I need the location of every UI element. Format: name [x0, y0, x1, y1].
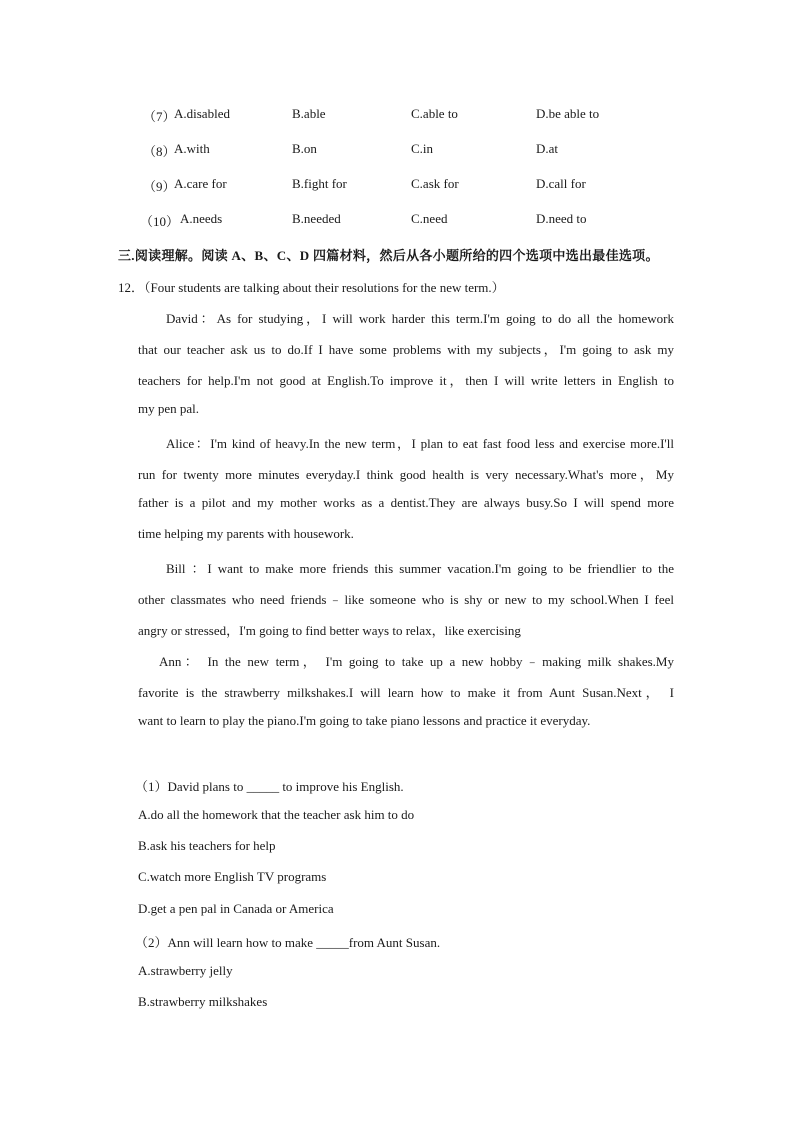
- passage-line: time helping my parents with housework.: [138, 526, 354, 541]
- passage-line: father is a pilot and my mother works as a dentist.They are always busy.So I will spend more: [138, 495, 674, 510]
- option-a: A.disabled: [174, 106, 230, 121]
- option-d: D.at: [536, 141, 559, 156]
- question-stem: （1）David plans to _____ to improve his English.: [135, 779, 404, 794]
- passage-line: angry or stressed，I'm going to find better ways to relax，like exercising: [138, 623, 521, 638]
- option-d: D.be able to: [536, 106, 600, 121]
- question-stem: （2）Ann will learn how to make _____from Aunt Susan.: [135, 935, 441, 950]
- passage-line: Bill ：I want to make more friends this summer vacation.I'm going to be friendlier to the: [166, 561, 674, 576]
- passage-line: run for twenty more minutes everyday.I think good health is very necessary.What's more，My: [138, 467, 674, 482]
- passage-line: other classmates who need friends﹣like someone who is shy or new to my school.When I feel: [138, 592, 674, 607]
- answer-option: B.ask his teachers for help: [138, 838, 276, 853]
- option-d: D.call for: [536, 176, 586, 191]
- option-c: C.in: [411, 141, 434, 156]
- passage-line: favorite is the strawberry milkshakes.I will learn how to make it from Aunt Susan.Next， I: [138, 685, 674, 700]
- option-b: B.on: [292, 141, 317, 156]
- answer-option: B.strawberry milkshakes: [138, 994, 268, 1009]
- question-intro: 12．（Four students are talking about their resolutions for the new term.）: [118, 280, 505, 295]
- option-a: A.care for: [174, 176, 227, 191]
- option-number: （9）: [143, 179, 176, 194]
- option-d: D.need to: [536, 211, 587, 226]
- option-a: A.with: [174, 141, 210, 156]
- passage-line: want to learn to play the piano.I'm going to take piano lessons and practice it everyday.: [138, 713, 591, 728]
- answer-option: A.do all the homework that the teacher ask him to do: [138, 807, 415, 822]
- option-number: （10）: [140, 214, 180, 229]
- passage-line: David：As for studying，I will work harder this term.I'm going to do all the homework: [166, 311, 674, 326]
- section-title: 三.阅读理解。阅读 A、B、C、D 四篇材料，然后从各小题所给的四个选项中选出最佳选项。: [118, 248, 659, 263]
- option-number: （7）: [143, 109, 176, 124]
- answer-option: D.get a pen pal in Canada or America: [138, 901, 334, 916]
- option-b: B.able: [292, 106, 326, 121]
- option-number: （8）: [143, 144, 176, 159]
- passage-line: teachers for help.I'm not good at English.To improve it，then I will write letters in English to: [138, 373, 674, 388]
- answer-option: C.watch more English TV programs: [138, 869, 327, 884]
- passage-line: Alice：I'm kind of heavy.In the new term，I plan to eat fast food less and exercise more.I'll: [166, 436, 674, 451]
- passage-line: Ann： In the new term， I'm going to take up a new hobby﹣making milk shakes.My: [159, 654, 674, 669]
- option-c: C.able to: [411, 106, 458, 121]
- passage-line: my pen pal.: [138, 401, 200, 416]
- option-b: B.needed: [292, 211, 341, 226]
- option-a: A.needs: [180, 211, 223, 226]
- answer-option: A.strawberry jelly: [138, 963, 233, 978]
- passage-line: that our teacher ask us to do.If I have some problems with my subjects，I'm going to ask my: [138, 342, 674, 357]
- option-c: C.ask for: [411, 176, 459, 191]
- option-c: C.need: [411, 211, 448, 226]
- option-b: B.fight for: [292, 176, 347, 191]
